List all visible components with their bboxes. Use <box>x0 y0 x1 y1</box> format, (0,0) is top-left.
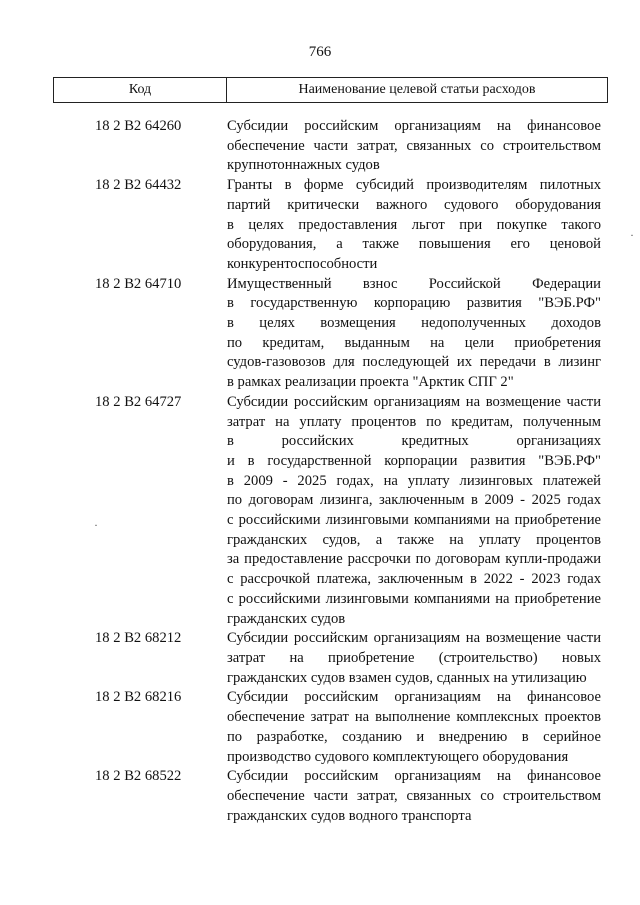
description-line: обеспечение части затрат, связанных со строительством <box>227 787 601 804</box>
table-header <box>53 77 608 103</box>
row-code: 18 2 В2 68522 <box>95 768 182 785</box>
description-line: затрат на уплату процентов по кредитам, полученным <box>227 413 601 430</box>
row-code: 18 2 В2 68216 <box>95 689 182 706</box>
description-line: в целях возмещения недополученных доходов <box>227 315 601 332</box>
description-line: гражданских судов взамен судов, сданных на утилизацию <box>227 669 587 686</box>
description-line: в государственную корпорацию развития "ВЭБ.РФ" <box>227 295 601 312</box>
description-line: Субсидии российским организациям на финансовое <box>227 768 601 785</box>
description-line: в целях предоставления льгот при покупке такого <box>227 216 601 233</box>
row-description <box>227 688 601 767</box>
description-line: партий критически важного судового оборудования <box>227 196 601 213</box>
description-line: гражданских судов <box>227 610 346 627</box>
table-row <box>0 117 640 176</box>
table-body <box>0 117 640 826</box>
description-line: обеспечение затрат на выполнение комплексных проектов <box>227 709 601 726</box>
description-line: с российскими лизинговыми компаниями на приобретение <box>227 512 601 529</box>
row-description <box>227 767 601 826</box>
description-line: обеспечение части затрат, связанных со строительством <box>227 137 601 154</box>
row-description <box>227 117 601 176</box>
description-line: производство судового комплектующего оборудования <box>227 748 569 765</box>
description-line: гражданских судов водного транспорта <box>227 807 472 824</box>
description-line: судов-газовозов для последующей их передачи в лизинг <box>227 354 601 371</box>
description-line: за предоставление рассрочки по договорам купли-продажи <box>227 551 601 568</box>
description-line: Субсидии российским организациям на возмещение части <box>227 630 601 647</box>
description-line: Гранты в форме субсидий производителям пилотных <box>227 177 601 194</box>
row-code: 18 2 В2 64727 <box>95 393 182 410</box>
description-line: в 2009 - 2025 годах, на уплату лизинговых платежей <box>227 472 601 489</box>
description-line: затрат на приобретение (строительство) новых <box>227 649 601 666</box>
table-row <box>0 393 640 629</box>
row-code: 18 2 В2 64260 <box>95 118 182 134</box>
table-row <box>0 629 640 688</box>
description-line: с рассрочкой платежа, заключенным в 2022 - 2023 годах <box>227 571 601 588</box>
description-line: Субсидии российским организациям на финансовое <box>227 689 601 706</box>
description-line: гражданских судов, а также на уплату процентов <box>227 531 601 548</box>
row-description <box>227 629 601 688</box>
header-name-column: Наименование целевой статьи расходов <box>298 82 536 97</box>
description-line: по кредитам, выданным на цели приобретения <box>227 334 601 351</box>
description-line: Имущественный взнос Российской Федерации <box>227 275 601 292</box>
table-row <box>0 275 640 393</box>
row-code: 18 2 В2 64710 <box>95 275 182 292</box>
scan-mark-dot: · <box>630 228 634 242</box>
description-line: по договорам лизинга, заключенным в 2009 - 2025 годах <box>227 492 601 509</box>
row-code: 18 2 В2 68212 <box>95 630 182 647</box>
header-code-column: Код <box>54 78 227 102</box>
description-line: Субсидии российским организациям на финансовое <box>227 118 601 134</box>
description-line: в российских кредитных организациях <box>227 433 601 450</box>
scan-mark-dot: · <box>94 518 98 532</box>
description-line: по разработке, созданию и внедрению в серийное <box>227 728 601 745</box>
description-line: крупнотоннажных судов <box>227 157 380 174</box>
description-line: с российскими лизинговыми компаниями на приобретение <box>227 590 601 607</box>
table-row <box>0 767 640 826</box>
row-description <box>227 393 601 629</box>
description-line: и в государственной корпорации развития "ВЭБ.РФ" <box>227 452 601 469</box>
row-code: 18 2 В2 64432 <box>95 177 182 194</box>
description-line: конкурентоспособности <box>227 255 378 272</box>
table-row <box>0 688 640 767</box>
description-line: в рамках реализации проекта "Арктик СПГ 2" <box>227 374 514 391</box>
description-line: оборудования, а также повышения его ценовой <box>227 236 601 253</box>
description-line: Субсидии российским организациям на возмещение части <box>227 393 601 410</box>
table-row <box>0 176 640 275</box>
row-description <box>227 275 601 393</box>
page-number: 766 <box>308 44 332 60</box>
row-description <box>227 176 601 275</box>
